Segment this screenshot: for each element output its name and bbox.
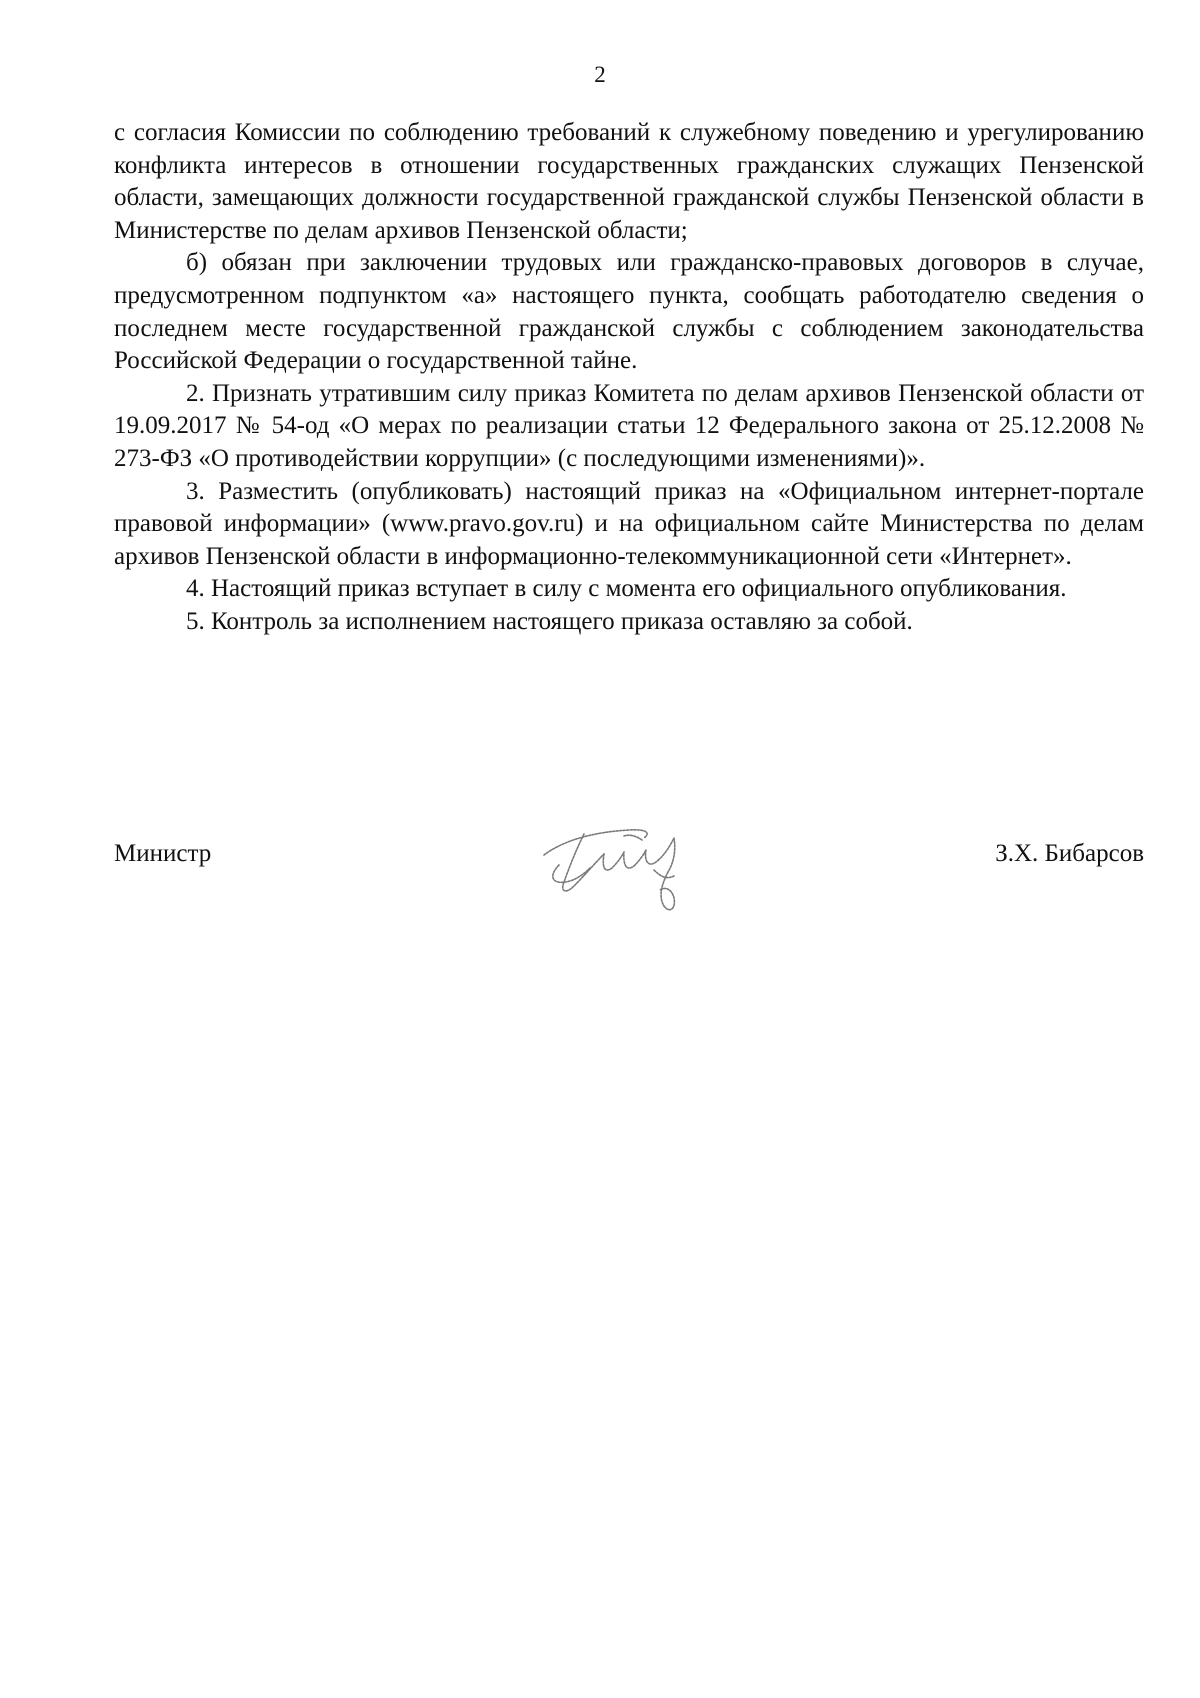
paragraph-subitem-b: б) обязан при заключении трудовых или гражданско-правовых договоров в случае, предусмотренном подпунктом «а» настоящего пункта, сообщать работодателю сведения о последнем месте государственной гражданской службы с соблюдением законодательства Российской Федерации о государственной тайне. (114, 249, 1144, 375)
paragraph-item-4: 4. Настоящий приказ вступает в силу с момента его официального опубликования. (186, 575, 1067, 603)
document-body (114, 117, 1144, 639)
paragraph-continuation: с согласия Комиссии по соблюдению требований к служебному поведению и урегулированию конфликта интересов в отношении государственных гражданских служащих Пензенской области, замещающих должности государственной гражданской службы Пензенской области в Министерстве по делам архивов Пензенской области; (114, 119, 1144, 244)
paragraph-item-3: 3. Разместить (опубликовать) настоящий приказ на «Официальном интернет-портале правовой информации» (www.pravo.gov.ru) и на официальном сайте Министерства по делам архивов Пензенской области в информационно-телекоммуникационной сети «Интернет». (114, 477, 1144, 570)
signatory-name: З.Х. Бибарсов (995, 840, 1144, 867)
signatory-position: Министр (114, 840, 212, 867)
signature-block (114, 830, 1144, 940)
paragraph-item-2: 2. Признать утратившим силу приказ Комитета по делам архивов Пензенской области от 19.09.2017 № 54-од «О мерах по реализации статьи 12 Федерального закона от 25.12.2008 № 273-ФЗ «О противодействии коррупции» (с последующими изменениями)». (114, 379, 1144, 472)
paragraph-item-5: 5. Контроль за исполнением настоящего приказа оставляю за собой. (186, 607, 913, 635)
page-number: 2 (594, 62, 606, 87)
handwritten-signature (524, 810, 714, 935)
